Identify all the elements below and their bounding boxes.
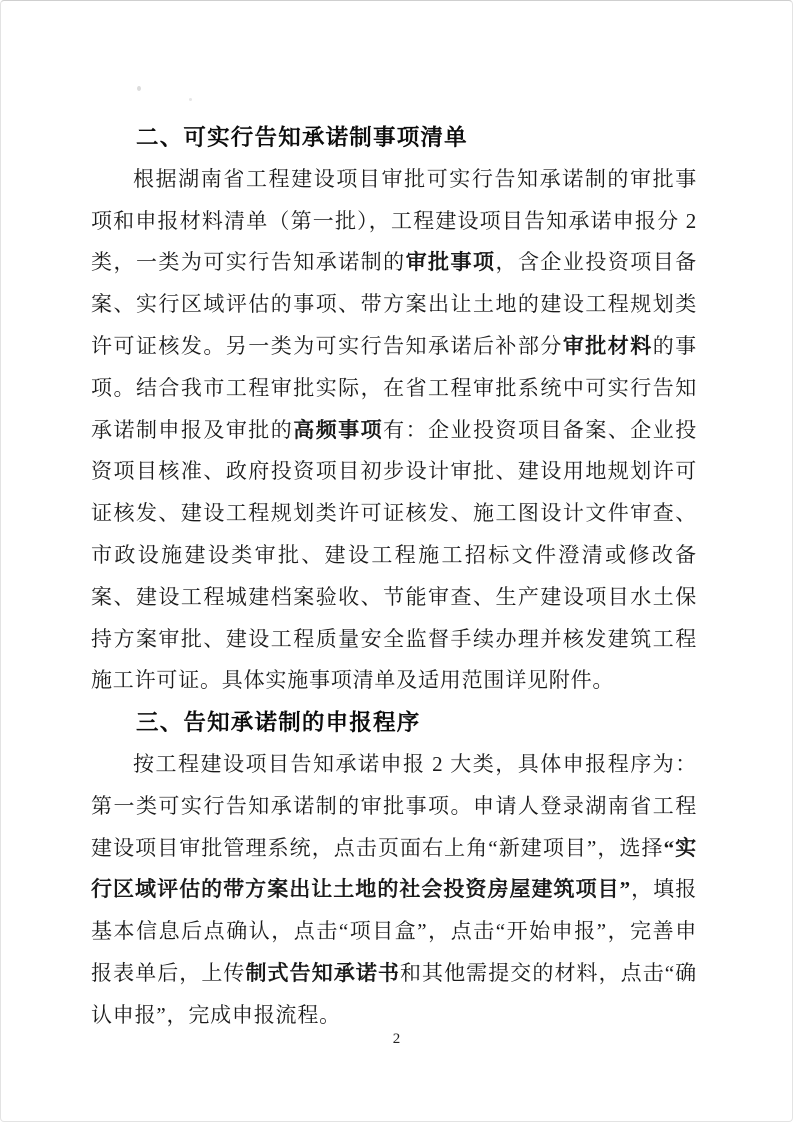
scan-speck	[137, 86, 141, 91]
text-run: 有：企业投资项目备案、企业投资项目核准、政府投资项目初步设计审批、建设用地规划许可证核发、建设工程规划类许可证核发、施工图设计文件审查、市政设施建设类审批、建设工程施工招标文件澄清或修改备案、建设工程城建档案验收、节能审查、生产建设项目水土保持方案审批、建设工程质量安全监督手续办理并核发建筑工程施工许可证。具体实施事项清单及适用范围详见附件。	[91, 417, 698, 693]
paragraph	[91, 744, 697, 1037]
section-heading	[91, 117, 697, 159]
emphasis-text: 审批事项	[405, 250, 496, 275]
emphasis-text: 三、告知承诺制的申报程序	[136, 710, 421, 736]
emphasis-text: 制式告知承诺书	[245, 960, 400, 985]
text-run: ，含企业投资项目备案、实行区域评估的事项、带方案出让土地的建设工程规划类许可证核发。另一类为可实行告知承诺后补部分	[91, 250, 698, 358]
emphasis-text: 二、可实行告知承诺制事项清单	[136, 125, 468, 150]
emphasis-text: “实行区域评估的带方案出让土地的社会投资房屋建筑项目”	[91, 835, 697, 902]
paragraph	[91, 159, 697, 702]
text-run: ，填报基本信息后点确认，点击“项目盒”，点击“开始申报”，完善申报表单后，上传	[91, 877, 697, 985]
document-body	[91, 117, 697, 1037]
text-run: 的事项。结合我市工程审批实际，在省工程审批系统中可实行告知承诺制申报及审批的	[91, 333, 697, 442]
text-run: 和其他需提交的材料，点击“确认申报”，完成申报流程。	[91, 960, 697, 1027]
section-heading	[91, 702, 697, 744]
emphasis-text: 审批材料	[562, 333, 653, 358]
page-number: 2	[392, 1031, 401, 1047]
text-run: 按工程建设项目告知承诺申报 2 大类，具体申报程序为：第一类可实行告知承诺制的审批事项。申请人登录湖南省工程建设项目审批管理系统，点击页面右上角“新建项目”，选择	[91, 751, 697, 860]
scan-speck	[189, 98, 192, 101]
text-run: 根据湖南省工程建设项目审批可实行告知承诺制的审批事项和申报材料清单（第一批），工程建设项目告知承诺申报分 2 类，一类为可实行告知承诺制的	[91, 166, 697, 275]
emphasis-text: 高频事项	[293, 417, 384, 442]
